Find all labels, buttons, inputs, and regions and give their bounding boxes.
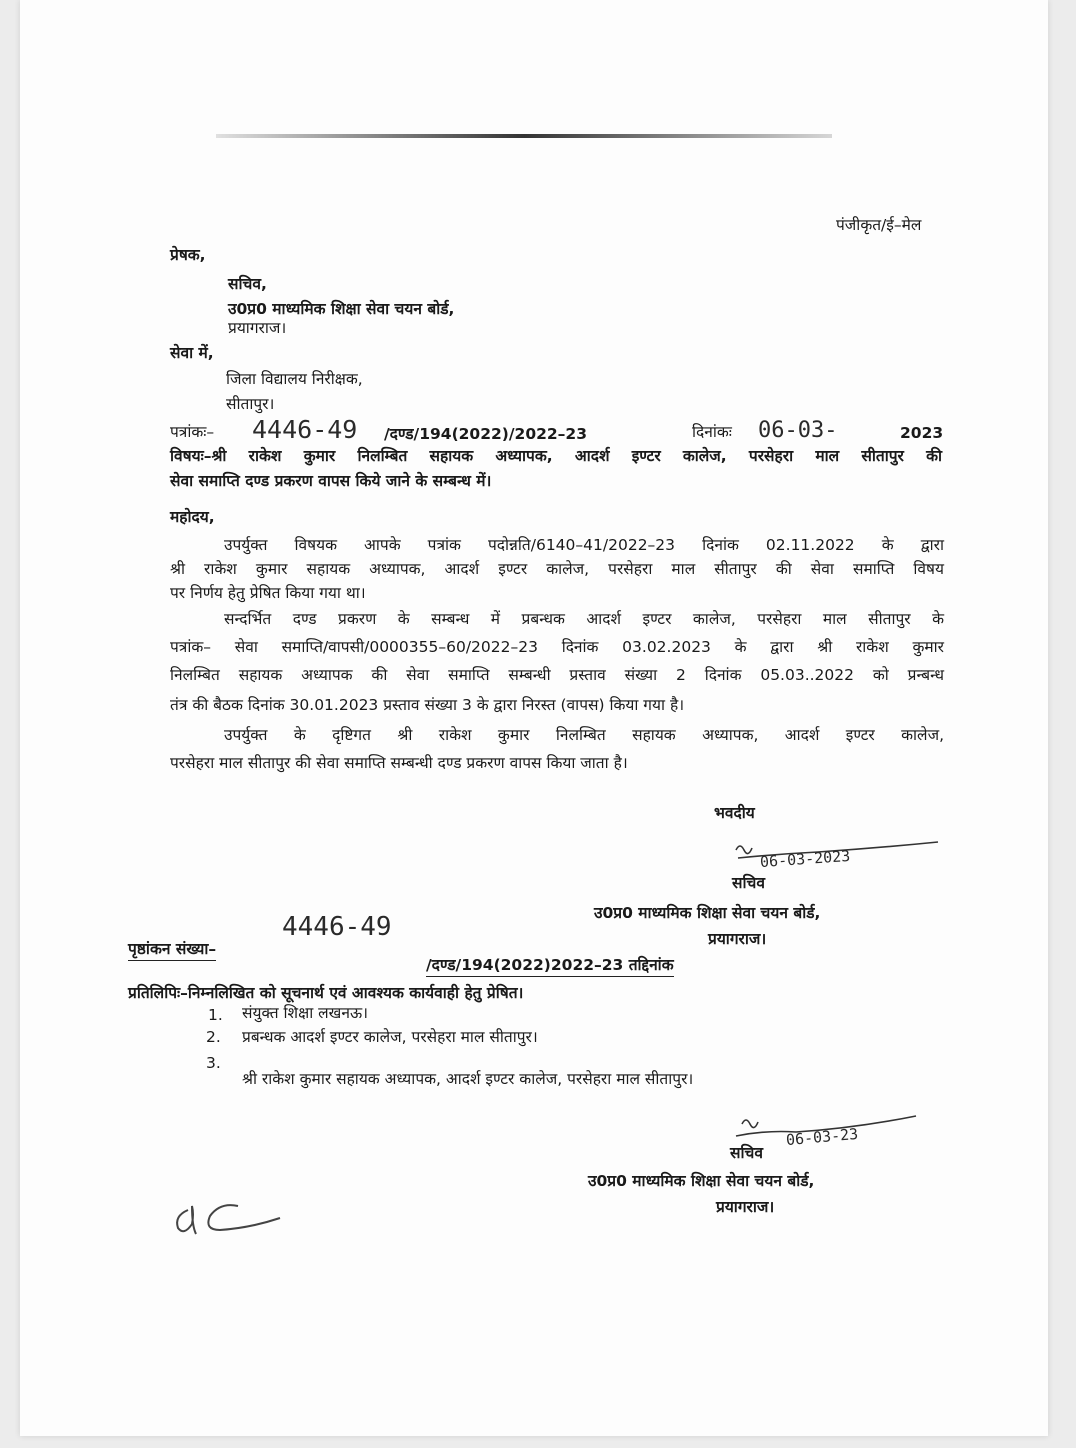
recipient-line-1: जिला विद्यालय निरीक्षक, (226, 370, 363, 388)
ref-suffix: /दण्ड/194(2022)/2022–23 (384, 425, 587, 443)
signatory-2-title: सचिव (730, 1144, 763, 1162)
endorsement-number-suffix: /दण्ड/194(2022)2022–23 तद्दिनांक (426, 958, 674, 977)
ref-handwritten-number: 4446-49 (252, 415, 358, 444)
copy-label: प्रतिलिपिः–निम्नलिखित को सूचनार्थ एवं आवश्यक कार्यवाही हेतु प्रेषित। (128, 984, 524, 1002)
endorsement-number-label: पृष्ठांकन संख्या– (128, 942, 216, 961)
date-label: दिनांकः (692, 423, 732, 441)
date-year: 2023 (900, 424, 944, 442)
body-line-7: तंत्र की बैठक दिनांक 30.01.2023 प्रस्ताव संख्या 3 के द्वारा निरस्त (वापस) किया गया है। (170, 696, 685, 714)
copy-item-3-text: श्री राकेश कुमार सहायक अध्यापक, आदर्श इण्टर कालेज, परसेहरा माल सीतापुर। (242, 1070, 694, 1088)
signatory-title: सचिव (732, 874, 765, 892)
ref-label: पत्रांकः– (170, 423, 215, 441)
body-line-8: उपर्युक्त के दृष्टिगत श्री राकेश कुमार निलम्बित सहायक अध्यापक, आदर्श इण्टर कालेज, (224, 726, 944, 744)
sender-label: प्रेषक, (170, 246, 206, 264)
body-line-2: श्री राकेश कुमार सहायक अध्यापक, आदर्श इण्टर कालेज, परसेहरा माल सीतापुर की सेवा समाप्ति विषय (170, 560, 944, 578)
sender-line-1: सचिव, (228, 275, 267, 293)
copy-item-2-text: प्रबन्धक आदर्श इण्टर कालेज, परसेहरा माल सीतापुर। (242, 1028, 538, 1046)
recipient-line-2: सीतापुर। (226, 395, 275, 413)
signatory-city: प्रयागराज। (708, 930, 767, 948)
registered-label: पंजीकृत/ई–मेल (836, 216, 922, 234)
signatory-board: उ0प्र0 माध्यमिक शिक्षा सेवा चयन बोर्ड, (594, 904, 821, 922)
body-line-6: निलम्बित सहायक अध्यापक की सेवा समाप्ति सम्बन्धी प्रस्ताव संख्या 2 दिनांक 05.03..2022 को प्रन्बन्ध (170, 666, 944, 684)
sender-line-3: प्रयागराज। (228, 319, 287, 337)
body-line-3: पर निर्णय हेतु प्रेषित किया गया था। (170, 584, 366, 602)
sign-date-1: 06-03-2023 (759, 846, 851, 872)
copy-item-3-num: 3. (206, 1054, 221, 1072)
sign-date-2: 06-03-23 (785, 1124, 859, 1150)
date-handwritten: 06-03- (758, 418, 838, 443)
closing: भवदीय (714, 804, 755, 822)
to-label: सेवा में, (170, 344, 214, 362)
signatory-2-city: प्रयागराज। (716, 1198, 775, 1216)
body-line-1: उपर्युक्त विषयक आपके पत्रांक पदोन्नति/6140–41/2022–23 दिनांक 02.11.2022 के द्वारा (224, 536, 944, 554)
copy-item-1-num: 1. (208, 1006, 223, 1024)
letter-page (20, 0, 1048, 1436)
header-rule (216, 134, 832, 138)
endorsement-handwritten-number: 4446-49 (282, 912, 392, 942)
signatory-2-board: उ0प्र0 माध्यमिक शिक्षा सेवा चयन बोर्ड, (588, 1172, 815, 1190)
sender-line-2: उ0प्र0 माध्यमिक शिक्षा सेवा चयन बोर्ड, (228, 300, 455, 318)
handwritten-initials (168, 1196, 298, 1244)
copy-item-1-text: संयुक्त शिक्षा लखनऊ। (242, 1004, 368, 1022)
body-line-9: परसेहरा माल सीतापुर की सेवा समाप्ति सम्बन्धी दण्ड प्रकरण वापस किया जाता है। (170, 754, 628, 772)
subject-line-1: विषयः–श्री राकेश कुमार निलम्बित सहायक अध्यापक, आदर्श इण्टर कालेज, परसेहरा माल सीतापुर की (170, 447, 942, 465)
body-line-5: पत्रांक– सेवा समाप्ति/वापसी/0000355–60/2022–23 दिनांक 03.02.2023 के द्वारा श्री राकेश कुमार (170, 638, 944, 656)
subject-line-2: सेवा समाप्ति दण्ड प्रकरण वापस किये जाने के सम्बन्ध में। (170, 472, 492, 490)
salutation: महोदय, (170, 508, 215, 526)
body-line-4: सन्दर्भित दण्ड प्रकरण के सम्बन्ध में प्रबन्धक आदर्श इण्टर कालेज, परसेहरा माल सीतापुर के (224, 610, 944, 628)
copy-item-2-num: 2. (206, 1028, 221, 1046)
